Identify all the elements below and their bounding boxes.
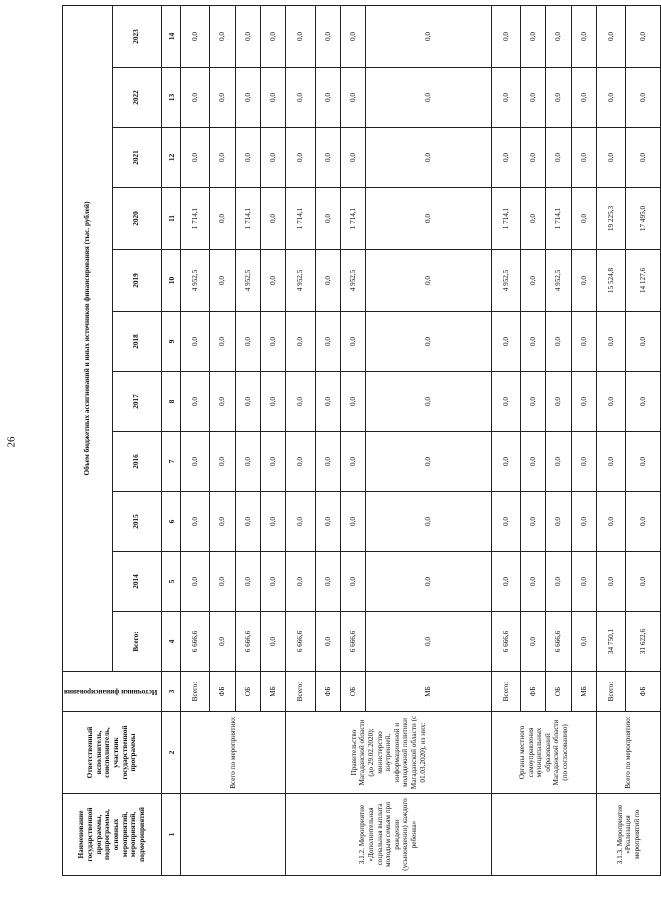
year-value-cell: 0,0 [261,552,286,612]
year-value-cell: 0,0 [341,372,366,432]
column-index: 6 [162,492,181,552]
year-value-cell: 0,0 [210,250,235,312]
year-value-cell: 0,0 [571,250,596,312]
year-value-cell: 0,0 [597,432,626,492]
table-body [181,6,661,876]
year-value-cell: 0,0 [491,68,520,128]
year-value-cell: 0,0 [341,492,366,552]
year-value-cell: 0,0 [235,552,260,612]
total-cell: 6 666,6 [341,612,366,672]
year-value-cell: 0,0 [546,6,571,68]
year-value-cell: 0,0 [286,128,315,188]
total-cell: 31 622,6 [626,612,661,672]
year-value-cell: 0,0 [491,552,520,612]
year-value-cell: 0,0 [181,128,210,188]
page-number: 26 [5,436,17,448]
year-value-cell: 0,0 [366,250,491,312]
year-value-cell: 0,0 [261,432,286,492]
year-value-cell: 0,0 [626,68,661,128]
year-value-cell: 0,0 [626,128,661,188]
year-value-cell: 0,0 [210,188,235,250]
total-cell: 6 666,6 [235,612,260,672]
year-value-cell: 1 714,1 [491,188,520,250]
year-value-cell: 0,0 [521,432,546,492]
year-value-cell: 0,0 [235,312,260,372]
year-value-cell: 0,0 [366,188,491,250]
year-value-cell: 0,0 [626,432,661,492]
column-index: 14 [162,6,181,68]
year-value-cell: 0,0 [315,432,340,492]
year-value-cell: 0,0 [546,552,571,612]
year-value-cell: 0,0 [597,372,626,432]
total-cell: 0,0 [571,612,596,672]
header-source: Источники финансирования [63,672,162,712]
year-value-cell: 1 714,1 [286,188,315,250]
year-value-cell: 0,0 [341,128,366,188]
year-value-cell: 0,0 [181,312,210,372]
total-cell: 0,0 [315,612,340,672]
header-year: 2022 [112,68,162,128]
year-value-cell: 0,0 [210,552,235,612]
year-value-cell: 0,0 [597,68,626,128]
column-index: 8 [162,372,181,432]
year-value-cell: 14 127,6 [626,250,661,312]
year-value-cell: 0,0 [491,6,520,68]
year-value-cell: 0,0 [315,6,340,68]
year-value-cell: 0,0 [315,552,340,612]
total-cell: 0,0 [210,612,235,672]
year-value-cell: 0,0 [521,552,546,612]
source-cell: Всего: [181,672,210,712]
year-value-cell: 0,0 [366,128,491,188]
funding-table [62,5,661,876]
year-value-cell: 0,0 [261,188,286,250]
header-year: 2018 [112,312,162,372]
year-value-cell: 0,0 [235,372,260,432]
header-name: Наименование государственной программы, подпрограммы, основных мероприятий, мероприятий, подмероприятий [63,794,162,876]
year-value-cell: 0,0 [546,492,571,552]
source-cell: Всего: [491,672,520,712]
year-value-cell: 0,0 [210,6,235,68]
source-cell: ФБ [626,672,661,712]
year-value-cell: 0,0 [181,372,210,432]
header-responsible: Ответственный исполнитель, соисполнитель, участник государственной программы [63,712,162,794]
column-index: 1 [162,794,181,876]
year-value-cell: 0,0 [521,68,546,128]
total-cell: 34 750,1 [597,612,626,672]
year-value-cell: 0,0 [286,492,315,552]
year-value-cell: 0,0 [315,492,340,552]
year-value-cell: 0,0 [521,492,546,552]
year-value-cell: 0,0 [546,68,571,128]
column-index: 11 [162,188,181,250]
year-value-cell: 0,0 [341,6,366,68]
year-value-cell: 0,0 [341,552,366,612]
year-value-cell: 0,0 [571,6,596,68]
year-value-cell: 0,0 [521,372,546,432]
year-value-cell: 0,0 [341,432,366,492]
year-value-cell: 0,0 [491,492,520,552]
responsible-cell: Всего по мероприятию: [597,712,661,794]
source-cell: ФБ [210,672,235,712]
header-volume: Объем бюджетных ассигнований и иных источников финансирования (тыс. рублей) [63,6,113,672]
year-value-cell: 0,0 [210,312,235,372]
year-value-cell: 1 714,1 [546,188,571,250]
year-value-cell: 0,0 [315,250,340,312]
year-value-cell: 0,0 [286,372,315,432]
index-row [162,6,181,876]
year-value-cell: 0,0 [521,312,546,372]
year-value-cell: 1 714,1 [181,188,210,250]
source-cell: МБ [366,672,491,712]
header-year: 2021 [112,128,162,188]
year-value-cell: 0,0 [597,552,626,612]
year-value-cell: 0,0 [210,372,235,432]
year-value-cell: 0,0 [521,250,546,312]
year-value-cell: 0,0 [571,188,596,250]
year-value-cell: 0,0 [181,68,210,128]
year-value-cell: 0,0 [546,312,571,372]
year-value-cell: 0,0 [571,312,596,372]
measure-name-cell [181,794,286,876]
column-index: 5 [162,552,181,612]
year-value-cell: 0,0 [366,492,491,552]
year-value-cell: 0,0 [181,432,210,492]
year-value-cell: 0,0 [341,68,366,128]
year-value-cell: 0,0 [261,372,286,432]
year-value-cell: 0,0 [597,6,626,68]
year-value-cell: 0,0 [286,68,315,128]
year-value-cell: 1 714,1 [235,188,260,250]
measure-name-cell [491,794,596,876]
year-value-cell: 0,0 [626,552,661,612]
source-cell: ФБ [315,672,340,712]
year-value-cell: 4 952,5 [235,250,260,312]
year-value-cell: 0,0 [546,372,571,432]
source-cell: ОБ [235,672,260,712]
responsible-cell: Всего по мероприятию: [181,712,286,794]
year-value-cell: 17 495,0 [626,188,661,250]
responsible-cell: Органы местного самоуправления муниципальных образований Магаданской области (по согласованию) [491,712,596,794]
year-value-cell: 0,0 [210,432,235,492]
header-year: 2020 [112,188,162,250]
year-value-cell: 0,0 [210,492,235,552]
year-value-cell: 0,0 [571,128,596,188]
year-value-cell: 0,0 [366,432,491,492]
year-value-cell: 0,0 [626,312,661,372]
column-index: 10 [162,250,181,312]
table-row [286,6,315,876]
year-value-cell: 1 714,1 [341,188,366,250]
year-value-cell: 0,0 [571,68,596,128]
year-value-cell: 0,0 [521,188,546,250]
responsible-cell: Правительство Магаданской области (до 29.02.2020); министерство внутренней, информационной и молодежной политики Магаданской области (с 01.03.2020), из них: [286,712,491,794]
year-value-cell: 0,0 [366,552,491,612]
total-cell: 6 666,6 [491,612,520,672]
year-value-cell: 0,0 [546,128,571,188]
year-value-cell: 0,0 [286,6,315,68]
year-value-cell: 0,0 [315,188,340,250]
year-value-cell: 0,0 [597,128,626,188]
year-value-cell: 0,0 [546,432,571,492]
year-value-cell: 0,0 [210,68,235,128]
source-cell: ОБ [546,672,571,712]
column-index: 12 [162,128,181,188]
year-value-cell: 0,0 [491,432,520,492]
year-value-cell: 19 225,3 [597,188,626,250]
year-value-cell: 0,0 [261,128,286,188]
header-year: 2016 [112,432,162,492]
year-value-cell: 0,0 [491,128,520,188]
year-value-cell: 0,0 [491,312,520,372]
measure-name-cell: 3.1.3. Мероприятие «Реализация мероприятий по [597,794,661,876]
year-value-cell: 4 952,5 [286,250,315,312]
year-value-cell: 15 524,8 [597,250,626,312]
total-cell: 0,0 [521,612,546,672]
header-total: Всего: [112,612,162,672]
year-value-cell: 4 952,5 [341,250,366,312]
year-value-cell: 0,0 [521,128,546,188]
year-value-cell: 0,0 [626,6,661,68]
rotated-table-page [62,6,647,876]
column-index: 4 [162,612,181,672]
year-value-cell: 0,0 [571,372,596,432]
year-value-cell: 0,0 [571,552,596,612]
year-value-cell: 0,0 [315,128,340,188]
source-cell: Всего: [286,672,315,712]
column-index: 3 [162,672,181,712]
year-value-cell: 0,0 [366,68,491,128]
total-cell: 0,0 [366,612,491,672]
source-cell: Всего: [597,672,626,712]
column-index: 2 [162,712,181,794]
year-value-cell: 0,0 [571,432,596,492]
year-value-cell: 0,0 [366,312,491,372]
year-value-cell: 0,0 [235,6,260,68]
year-value-cell: 0,0 [181,492,210,552]
header-year: 2017 [112,372,162,432]
year-value-cell: 0,0 [235,432,260,492]
year-value-cell: 0,0 [366,6,491,68]
year-value-cell: 0,0 [181,552,210,612]
year-value-cell: 4 952,5 [546,250,571,312]
year-value-cell: 0,0 [181,6,210,68]
table-row [491,6,520,876]
year-value-cell: 0,0 [597,312,626,372]
year-value-cell: 4 952,5 [491,250,520,312]
header-year: 2023 [112,6,162,68]
year-value-cell: 0,0 [626,492,661,552]
total-cell: 0,0 [261,612,286,672]
total-cell: 6 666,6 [546,612,571,672]
source-cell: ФБ [521,672,546,712]
year-value-cell: 0,0 [286,552,315,612]
total-cell: 6 666,6 [181,612,210,672]
year-value-cell: 0,0 [571,492,596,552]
year-value-cell: 0,0 [341,312,366,372]
year-value-cell: 0,0 [261,312,286,372]
year-value-cell: 0,0 [261,492,286,552]
column-index: 7 [162,432,181,492]
column-index: 9 [162,312,181,372]
year-value-cell: 0,0 [235,68,260,128]
header-year: 2019 [112,250,162,312]
year-value-cell: 0,0 [286,432,315,492]
measure-name-cell: 3.1.2. Мероприятие «Дополнительная социальная выплата молодым семьям при рождении (усыновлении) каждого ребенка» [286,794,491,876]
year-value-cell: 0,0 [597,492,626,552]
column-index: 13 [162,68,181,128]
year-value-cell: 0,0 [315,372,340,432]
source-cell: МБ [261,672,286,712]
year-value-cell: 0,0 [286,312,315,372]
total-cell: 6 666,6 [286,612,315,672]
year-value-cell: 0,0 [315,312,340,372]
year-value-cell: 0,0 [261,250,286,312]
header-year: 2015 [112,492,162,552]
year-value-cell: 0,0 [626,372,661,432]
year-value-cell: 0,0 [315,68,340,128]
year-value-cell: 0,0 [521,6,546,68]
year-value-cell: 4 952,5 [181,250,210,312]
year-value-cell: 0,0 [261,68,286,128]
year-value-cell: 0,0 [491,372,520,432]
year-value-cell: 0,0 [261,6,286,68]
source-cell: МБ [571,672,596,712]
table-row [597,6,626,876]
year-value-cell: 0,0 [210,128,235,188]
year-value-cell: 0,0 [235,128,260,188]
source-cell: ОБ [341,672,366,712]
year-value-cell: 0,0 [235,492,260,552]
year-value-cell: 0,0 [366,372,491,432]
header-year: 2014 [112,552,162,612]
table-row [181,6,210,876]
